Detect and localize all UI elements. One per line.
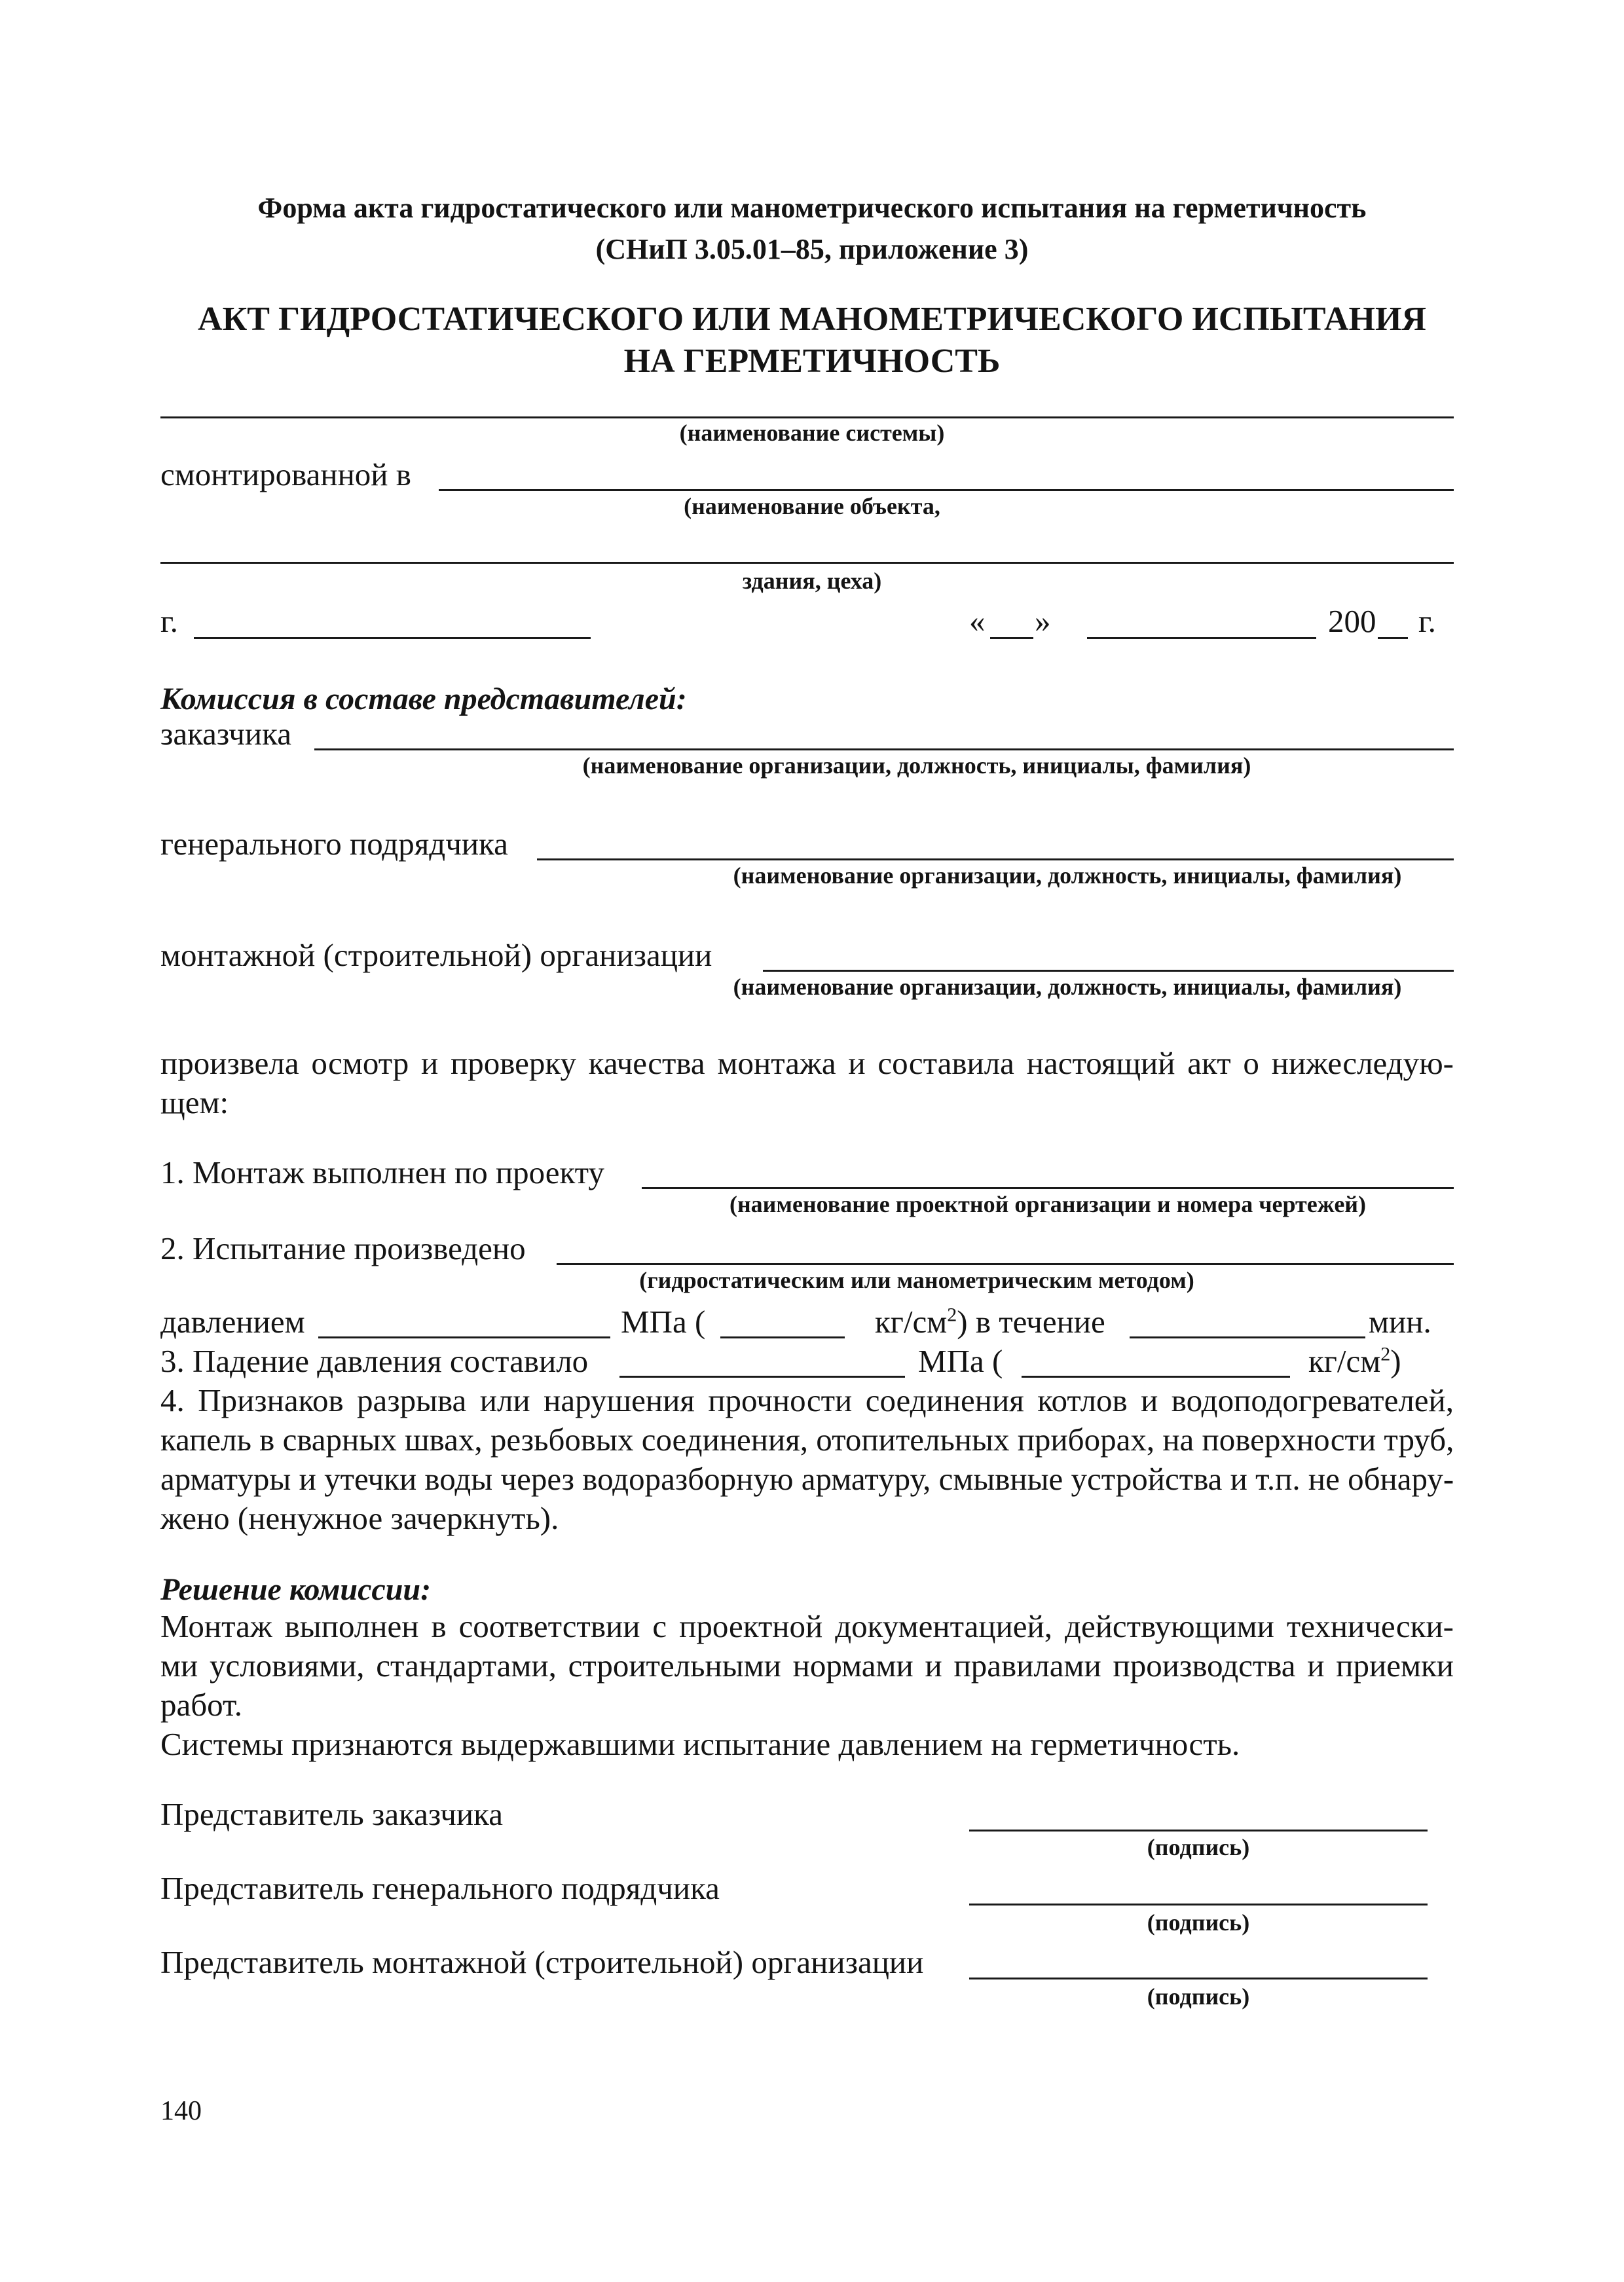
- month-line[interactable]: [1087, 637, 1316, 639]
- item3-kgcm-unit: кг/см: [1308, 1343, 1381, 1379]
- item4-line3: арматуры и утечки воды через водоразборную арматуру, смывные устройства и т.п. не обнару-: [160, 1461, 1454, 1497]
- customer-caption: (наименование организации, должность, инициалы, фамилия): [582, 752, 1251, 779]
- project-org-line[interactable]: [642, 1187, 1454, 1189]
- building-name-line[interactable]: [160, 562, 1454, 564]
- item2-caption: (гидростатическим или манометрическим методом): [639, 1267, 1194, 1293]
- form-header-line1: Форма акта гидростатического или манометрического испытания на герметичность: [257, 192, 1367, 224]
- contractor-line[interactable]: [537, 858, 1454, 860]
- item3-kgcm-label: [1308, 1342, 1401, 1380]
- kgcm-exponent: 2: [947, 1304, 957, 1326]
- contractor-signature-line[interactable]: [969, 1904, 1428, 1905]
- pressure-label: давлением: [160, 1304, 305, 1340]
- item4-line2: капель в сварных швах, резьбовых соединения, отопительных приборах, на поверхности труб,: [160, 1422, 1454, 1458]
- installer-line[interactable]: [763, 970, 1454, 972]
- contractor-caption: (наименование организации, должность, инициалы, фамилия): [733, 862, 1402, 889]
- installer-signature-line[interactable]: [969, 1978, 1428, 1979]
- customer-line[interactable]: [314, 748, 1454, 750]
- year-prefix: 200: [1328, 603, 1376, 639]
- kgcm-label: [875, 1303, 1105, 1340]
- contractor-signature-caption: (подпись): [1147, 1909, 1250, 1936]
- decision-line1: Монтаж выполнен в соответствии с проектной документацией, действующими технически-: [160, 1608, 1454, 1644]
- installer-caption: (наименование организации, должность, инициалы, фамилия): [733, 974, 1402, 1000]
- pressure-mpa-line[interactable]: [318, 1336, 610, 1338]
- object-name-caption: (наименование объекта,: [684, 493, 940, 519]
- item3-mpa-open: МПа (: [918, 1343, 1003, 1379]
- customer-signature-line[interactable]: [969, 1830, 1428, 1831]
- installer-rep-label: Представитель монтажной (строительной) организации: [160, 1944, 924, 1980]
- item2-label: 2. Испытание произведено: [160, 1230, 526, 1266]
- act-title-line2: НА ГЕРМЕТИЧНОСТЬ: [623, 342, 1001, 380]
- decision-line4: Системы признаются выдержавшими испытание давлением на герметичность.: [160, 1726, 1240, 1762]
- form-header-line2: (СНиП 3.05.01–85, приложение 3): [595, 233, 1029, 265]
- item4-line4: жено (ненужное зачеркнуть).: [160, 1500, 559, 1536]
- intro-line1: произвела осмотр и проверку качества монтажа и составила настоящий акт о нижеследую-: [160, 1045, 1454, 1081]
- pressure-drop-mpa-line[interactable]: [619, 1376, 905, 1378]
- commission-heading: Комиссия в составе представителей:: [160, 682, 687, 716]
- page-number: 140: [160, 2096, 202, 2126]
- item3-label: 3. Падение давления составило: [160, 1343, 589, 1379]
- system-name-line[interactable]: [160, 416, 1454, 418]
- decision-line2: ми условиями, стандартами, строительными нормами и правилами производства и приемки: [160, 1647, 1454, 1684]
- during-label: ) в течение: [957, 1304, 1105, 1340]
- duration-line[interactable]: [1130, 1336, 1365, 1338]
- installer-label: монтажной (строительной) организации: [160, 937, 712, 973]
- decision-line3: работ.: [160, 1687, 243, 1723]
- intro-line2: щем:: [160, 1084, 229, 1120]
- contractor-rep-label: Представитель генерального подрядчика: [160, 1870, 720, 1906]
- mpa-open-label: МПа (: [621, 1304, 706, 1340]
- item3-close-paren: ): [1390, 1343, 1401, 1379]
- year-suffix: г.: [1418, 603, 1436, 639]
- installer-signature-caption: (подпись): [1147, 1983, 1250, 2010]
- customer-label: заказчика: [160, 716, 291, 752]
- decision-heading: Решение комиссии:: [160, 1572, 432, 1607]
- system-name-caption: (наименование системы): [679, 420, 945, 446]
- customer-rep-label: Представитель заказчика: [160, 1796, 503, 1832]
- building-name-caption: здания, цеха): [742, 568, 882, 594]
- pressure-drop-kgcm-line[interactable]: [1022, 1376, 1290, 1378]
- date-quote-close: »: [1035, 603, 1051, 639]
- year-line[interactable]: [1378, 637, 1408, 639]
- city-line[interactable]: [194, 637, 591, 639]
- object-name-line[interactable]: [439, 489, 1454, 491]
- item1-label: 1. Монтаж выполнен по проекту: [160, 1154, 604, 1190]
- test-method-line[interactable]: [557, 1263, 1454, 1265]
- customer-signature-caption: (подпись): [1147, 1834, 1250, 1860]
- act-title-line1: АКТ ГИДРОСТАТИЧЕСКОГО ИЛИ МАНОМЕТРИЧЕСКОГО ИСПЫТАНИЯ: [198, 301, 1426, 338]
- kgcm-unit: кг/см: [875, 1304, 948, 1340]
- city-label: г.: [160, 603, 178, 639]
- item1-caption: (наименование проектной организации и номера чертежей): [729, 1191, 1367, 1217]
- date-quote-open: «: [969, 603, 986, 639]
- pressure-kgcm-line[interactable]: [720, 1336, 845, 1338]
- item4-line1: 4. Признаков разрыва или нарушения прочности соединения котлов и водоподогревателей,: [160, 1382, 1454, 1418]
- day-line[interactable]: [990, 637, 1033, 639]
- item3-kgcm-exponent: 2: [1380, 1343, 1391, 1365]
- contractor-label: генерального подрядчика: [160, 826, 508, 862]
- minutes-label: мин.: [1369, 1304, 1431, 1340]
- mounted-in-label: смонтированной в: [160, 456, 411, 492]
